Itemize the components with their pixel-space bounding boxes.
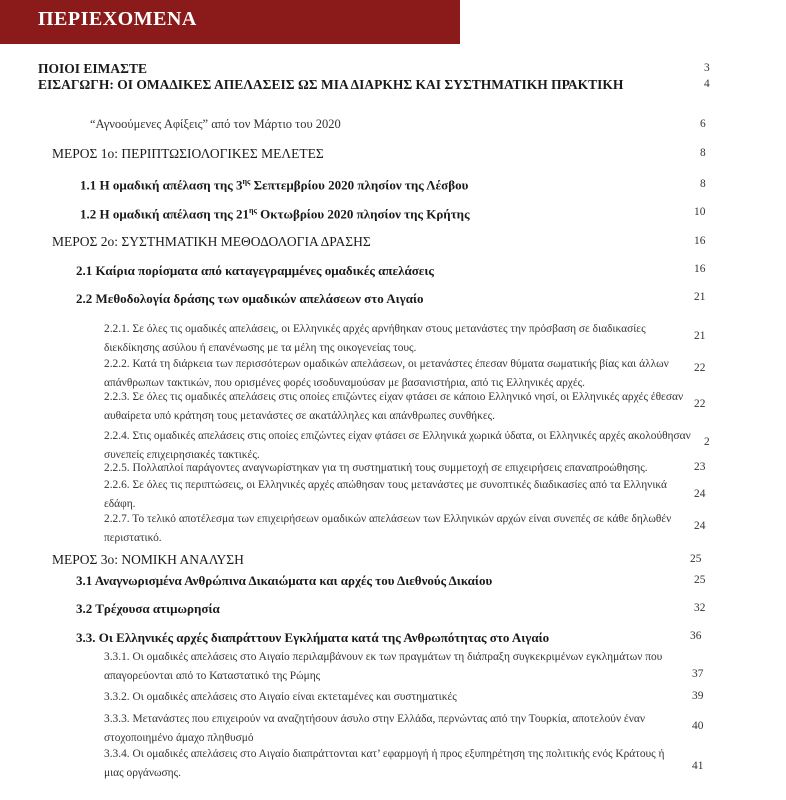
toc-page-number: 32 — [694, 602, 706, 614]
toc-entry-title: 2.2.1. Σε όλες τις ομαδικές απελάσεις, οι Ελληνικές αρχές αρνήθηκαν στους μετανάστες την πρόσβαση σε διαδικασίες διεκδίκησης ασύλου ή επανένωσης με τα μέλη της οικογενείας τους. — [104, 323, 646, 354]
title-part: 1.2 Η ομαδική απέλαση της 21 — [80, 206, 249, 222]
toc-entry-title: 2.2.4. Στις ομαδικές απελάσεις στις οποίες επιζώντες είχαν φτάσει σε Ελληνικά χωρικά ύδατα, οι Ελληνικές αρχές ακολούθησαν συνεπείς επιχειρησιακές τακτικές. — [104, 430, 691, 461]
toc-entry-title: 2.2.3. Σε όλες τις ομαδικές απελάσεις στις οποίες επιζώντες είχαν φτάσει σε κάποιο Ελληνικό νησί, οι Ελληνικές αρχές έθεσαν αυθαίρετα υπό κράτηση τους μετανάστες σε ακατάλληλες και απάνθρωπες συνθήκες. — [104, 391, 684, 422]
ordinal-suffix: ης — [249, 206, 257, 215]
toc-entry-title: ΜΕΡΟΣ 1ο: ΠΕΡΙΠΤΩΣΙΟΛΟΓΙΚΕΣ ΜΕΛΕΤΕΣ — [52, 146, 324, 161]
toc-entry-title: 2.2 Μεθοδολογία δράσης των ομαδικών απελάσεων στο Αιγαίο — [76, 291, 424, 306]
toc-page-number: 21 — [694, 330, 706, 342]
title-part: 1.1 Η ομαδική απέλαση της 3 — [80, 177, 243, 193]
toc-entry-title: 3.3.1. Οι ομαδικές απελάσεις στο Αιγαίο περιλαμβάνουν εκ των πραγμάτων τη διάπραξη συγκεκριμένων εγκλημάτων που απαγορεύονται από το Καταστατικό της Ρώμης — [104, 651, 663, 682]
toc-entry-title: ΜΕΡΟΣ 2ο: ΣΥΣΤΗΜΑΤΙΚΗ ΜΕΘΟΔΟΛΟΓΙΑ ΔΡΑΣΗΣ — [52, 234, 371, 249]
header-bar — [0, 0, 460, 44]
toc-entry-2-2-3[interactable] — [104, 388, 699, 426]
toc-entry-title: 3.2 Τρέχουσα ατιμωρησία — [76, 601, 220, 616]
toc-entry-title: 3.3.3. Μετανάστες που επιχειρούν να αναζητήσουν άσυλο στην Ελλάδα, περνώντας από την Τουρκία, αποτελούν έναν στοχοποιημένο άμαχο πληθυσμό — [104, 713, 645, 744]
toc-page-number: 23 — [694, 461, 706, 473]
toc-page-number: 21 — [694, 291, 706, 303]
toc-entry-3-3-3[interactable] — [104, 710, 679, 748]
toc-entry-title — [80, 206, 470, 222]
toc-entry-3-3-1[interactable] — [104, 648, 679, 686]
toc-entry-title: ΕΙΣΑΓΩΓΗ: ΟΙ ΟΜΑΔΙΚΕΣ ΑΠΕΛΑΣΕΙΣ ΩΣ ΜΙΑ ΔΙΑΡΚΗΣ ΚΑΙ ΣΥΣΤΗΜΑΤΙΚΗ ΠΡΑΚΤΙΚΗ — [38, 77, 624, 92]
ordinal-suffix: ης — [242, 177, 251, 186]
toc-entry-2-2-1[interactable] — [104, 320, 699, 358]
toc-page-number: 24 — [694, 488, 706, 500]
toc-page-number: 25 — [694, 574, 706, 586]
toc-entry-2-2-6[interactable] — [104, 476, 699, 514]
toc-entry-title: 3.3.4. Οι ομαδικές απελάσεις στο Αιγαίο διαπράττονται κατ’ εφαρμογή ή προς εξυπηρέτηση της πολιτικής ενός Κράτους ή μιας οργάνωσης. — [104, 748, 665, 779]
toc-entry-title: 3.1 Αναγνωρισμένα Ανθρώπινα Δικαιώματα και αρχές του Διεθνούς Δικαίου — [76, 573, 493, 588]
toc-entry-title: 3.3.2. Οι ομαδικές απελάσεις στο Αιγαίο είναι εκτεταμένες και συστηματικές — [104, 691, 457, 703]
toc-page-number: 3 — [704, 62, 710, 74]
toc-page-number: 16 — [694, 235, 706, 247]
toc-page-number: 6 — [700, 118, 706, 130]
toc-page-number: 25 — [690, 553, 702, 565]
toc-entry-3-3-2[interactable] — [104, 688, 699, 707]
toc-page-number: 40 — [692, 720, 704, 732]
toc-page-number: 16 — [694, 263, 706, 275]
toc-entry-title: 2.2.6. Σε όλες τις περιπτώσεις, οι Ελληνικές αρχές απώθησαν τους μετανάστες με συνοπτικές διαδικασίες από τα Ελληνικά εδάφη. — [104, 479, 667, 510]
toc-page-number: 24 — [694, 520, 706, 532]
page-title: ΠΕΡΙΕΧΟΜΕΝΑ — [38, 8, 197, 30]
toc-page-number: 39 — [692, 690, 704, 702]
toc-page-number: 37 — [692, 668, 704, 680]
toc-page-number: 41 — [692, 760, 704, 772]
toc-entry-title — [80, 177, 468, 193]
toc-page-number: 2 — [704, 436, 710, 448]
toc-page-number: 4 — [704, 78, 710, 90]
toc-entry-title: “Αγνοούμενες Αφίξεις” από τον Μάρτιο του 2020 — [90, 117, 341, 131]
title-part: Οκτωβρίου 2020 πλησίον της Κρήτης — [256, 206, 470, 222]
toc-page-number: 22 — [694, 398, 706, 410]
toc-entry-title: 2.2.2. Κατά τη διάρκεια των περισσότερων ομαδικών απελάσεων, οι μετανάστες έπεσαν θύματα σωματικής βίας και άλλων απάνθρωπων τακτικών, που ορισμένες φορές ισοδυναμούσαν με βασανιστήρια, από τις Ελληνικές αρχές. — [104, 358, 669, 389]
toc-page-number: 10 — [694, 206, 706, 218]
toc-entry-3-3-4[interactable] — [104, 745, 679, 783]
toc-page-number: 8 — [700, 178, 706, 190]
title-part: Σεπτεμβρίου 2020 πλησίον της Λέσβου — [250, 177, 469, 193]
toc-page-number: 36 — [690, 630, 702, 642]
toc-entry-2-2-7[interactable] — [104, 510, 699, 548]
toc-entry-title: 2.2.5. Πολλαπλοί παράγοντες αναγνωρίστηκαν για τη συστηματική τους συμμετοχή σε επιχειρήσεις επαναπροώθησης. — [104, 462, 648, 474]
toc-entry-title: 2.1 Καίρια πορίσματα από καταγεγραμμένες ομαδικές απελάσεις — [76, 263, 434, 278]
toc-entry-title: 2.2.7. Το τελικό αποτέλεσμα των επιχειρήσεων ομαδικών απελάσεων των Ελληνικών αρχών είναι συνεπές σε κάθε δηλωθέν περιστατικό. — [104, 513, 672, 544]
toc-page-number: 8 — [700, 147, 706, 159]
toc-entry-title: ΠΟΙΟΙ ΕΙΜΑΣΤΕ — [38, 61, 147, 76]
toc-entry-title: ΜΕΡΟΣ 3ο: ΝΟΜΙΚΗ ΑΝΑΛΥΣΗ — [52, 552, 244, 567]
toc-entry-title: 3.3. Οι Ελληνικές αρχές διαπράττουν Εγκλήματα κατά της Ανθρωπότητας στο Αιγαίο — [76, 630, 550, 645]
toc-page-number: 22 — [694, 362, 706, 374]
